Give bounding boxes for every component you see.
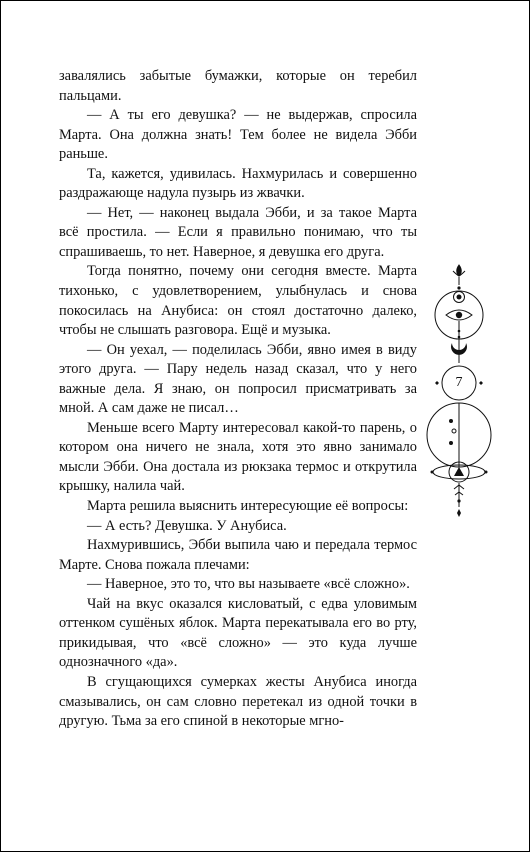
- paragraph: — Он уехал, — поделилась Эбби, явно имея в виду этого друга. — Пару недель назад сказал, что у него важные дела. Я знаю, он попросил присматривать за мной. А сам даже не писал…: [59, 341, 417, 417]
- paragraph: завалялись забытые бумажки, которые он теребил пальцами.: [59, 68, 417, 104]
- paragraph: — Наверное, это то, что вы называете «всё сложно».: [87, 576, 410, 593]
- paragraph: Тогда понятно, почему они сегодня вместе. Марта тихонько, с удовлетворением, улыбнулась и снова покосилась на Анубиса: он стоял достаточно далеко, чтобы не слышать разговора. Ещё и музыка.: [59, 263, 417, 339]
- page-number: 7: [455, 375, 463, 390]
- paragraph: — А есть? Девушка. У Анубиса.: [87, 517, 287, 534]
- paragraph: В сгущающихся сумерках жесты Анубиса иногда смазывались, он сам словно перетекал из одной точки в другую. Тьма за его спиной в некоторые мгно-: [59, 673, 417, 730]
- paragraph: — А ты его девушка? — не выдержав, спросила Марта. Она должна знать! Тем более не видела Эбби раньше.: [59, 107, 417, 163]
- paragraph: Чай на вкус оказался кисловатый, с едва уловимым оттенком сушёных яблок. Марта перекатывала его во рту, прикидывая, что «всё сложно» — это куда лучше однозначного «да».: [59, 595, 417, 671]
- paragraph: — Нет, — наконец выдала Эбби, и за такое Марта всё простила. — Если я правильно понимаю, что ты спрашиваешь, то нет. Наверное, я девушка его друга.: [59, 204, 417, 260]
- paragraph: Марта решила выяснить интересующие её вопросы:: [87, 498, 409, 515]
- paragraph: Меньше всего Марту интересовал какой-то парень, о котором она ничего не знала, хотя это явно занимало мысли Эбби. Она достала из рюкзака термос и открутила крышку, налила чай.: [59, 419, 417, 495]
- paragraph: Та, кажется, удивилась. Нахмурилась и совершенно раздражающе надула пузырь из жвачки.: [59, 165, 417, 202]
- page-text: [59, 67, 417, 732]
- paragraph: Нахмурившись, Эбби выпила чаю и передала термос Марте. Снова пожала плечами:: [59, 537, 417, 573]
